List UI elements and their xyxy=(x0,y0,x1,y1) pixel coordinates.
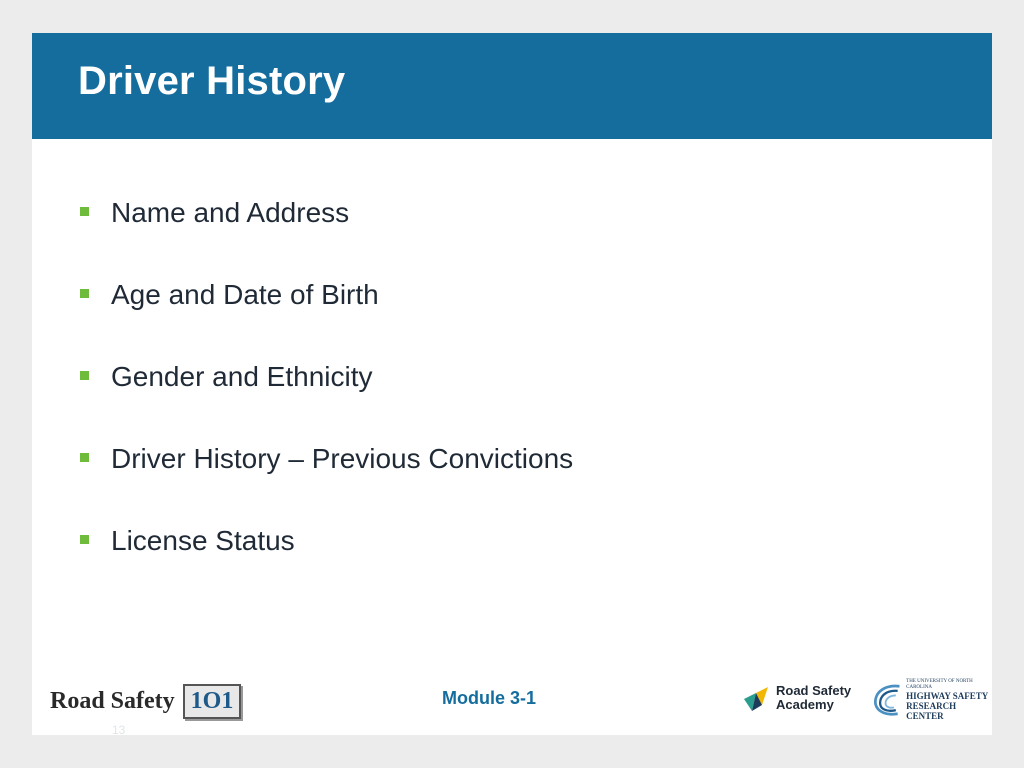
slide-title: Driver History xyxy=(78,59,346,103)
bullet-square-icon xyxy=(80,371,89,380)
bullet-item xyxy=(80,275,573,315)
hsrc-swoosh-icon xyxy=(872,681,903,719)
bullet-item xyxy=(80,357,573,397)
hsrc-small-text: THE UNIVERSITY OF NORTH CAROLINA xyxy=(906,679,973,690)
bullet-text: Name and Address xyxy=(111,197,350,228)
road-safety-101-logo xyxy=(50,680,241,722)
bullet-list xyxy=(80,193,573,603)
road-safety-academy-line2: Academy xyxy=(776,697,834,712)
slide xyxy=(32,33,992,735)
bullet-item xyxy=(80,521,573,561)
road-safety-101-logo-badge: 1O1 xyxy=(183,684,242,719)
bullet-square-icon xyxy=(80,535,89,544)
bullet-square-icon xyxy=(80,453,89,462)
bullet-item xyxy=(80,439,573,479)
hsrc-logo xyxy=(872,679,992,721)
road-safety-academy-line1: Road Safety xyxy=(776,683,852,698)
bullet-item xyxy=(80,193,573,233)
bullet-square-icon xyxy=(80,207,89,216)
title-bar xyxy=(32,33,992,139)
bullet-text: Age and Date of Birth xyxy=(111,279,379,310)
bullet-text: License Status xyxy=(111,525,295,556)
road-safety-academy-logo xyxy=(742,683,851,713)
module-label: Module 3-1 xyxy=(442,688,537,708)
bullet-text: Gender and Ethnicity xyxy=(111,361,373,392)
hsrc-line2: RESEARCH CENTER xyxy=(906,701,957,721)
road-safety-academy-icon xyxy=(742,683,772,713)
bullet-square-icon xyxy=(80,289,89,298)
road-safety-101-logo-text: Road Safety xyxy=(50,687,175,714)
bullet-text: Driver History – Previous Convictions xyxy=(111,443,574,474)
slide-number: 13 xyxy=(112,723,126,737)
hsrc-line1: HIGHWAY SAFETY xyxy=(906,691,989,701)
